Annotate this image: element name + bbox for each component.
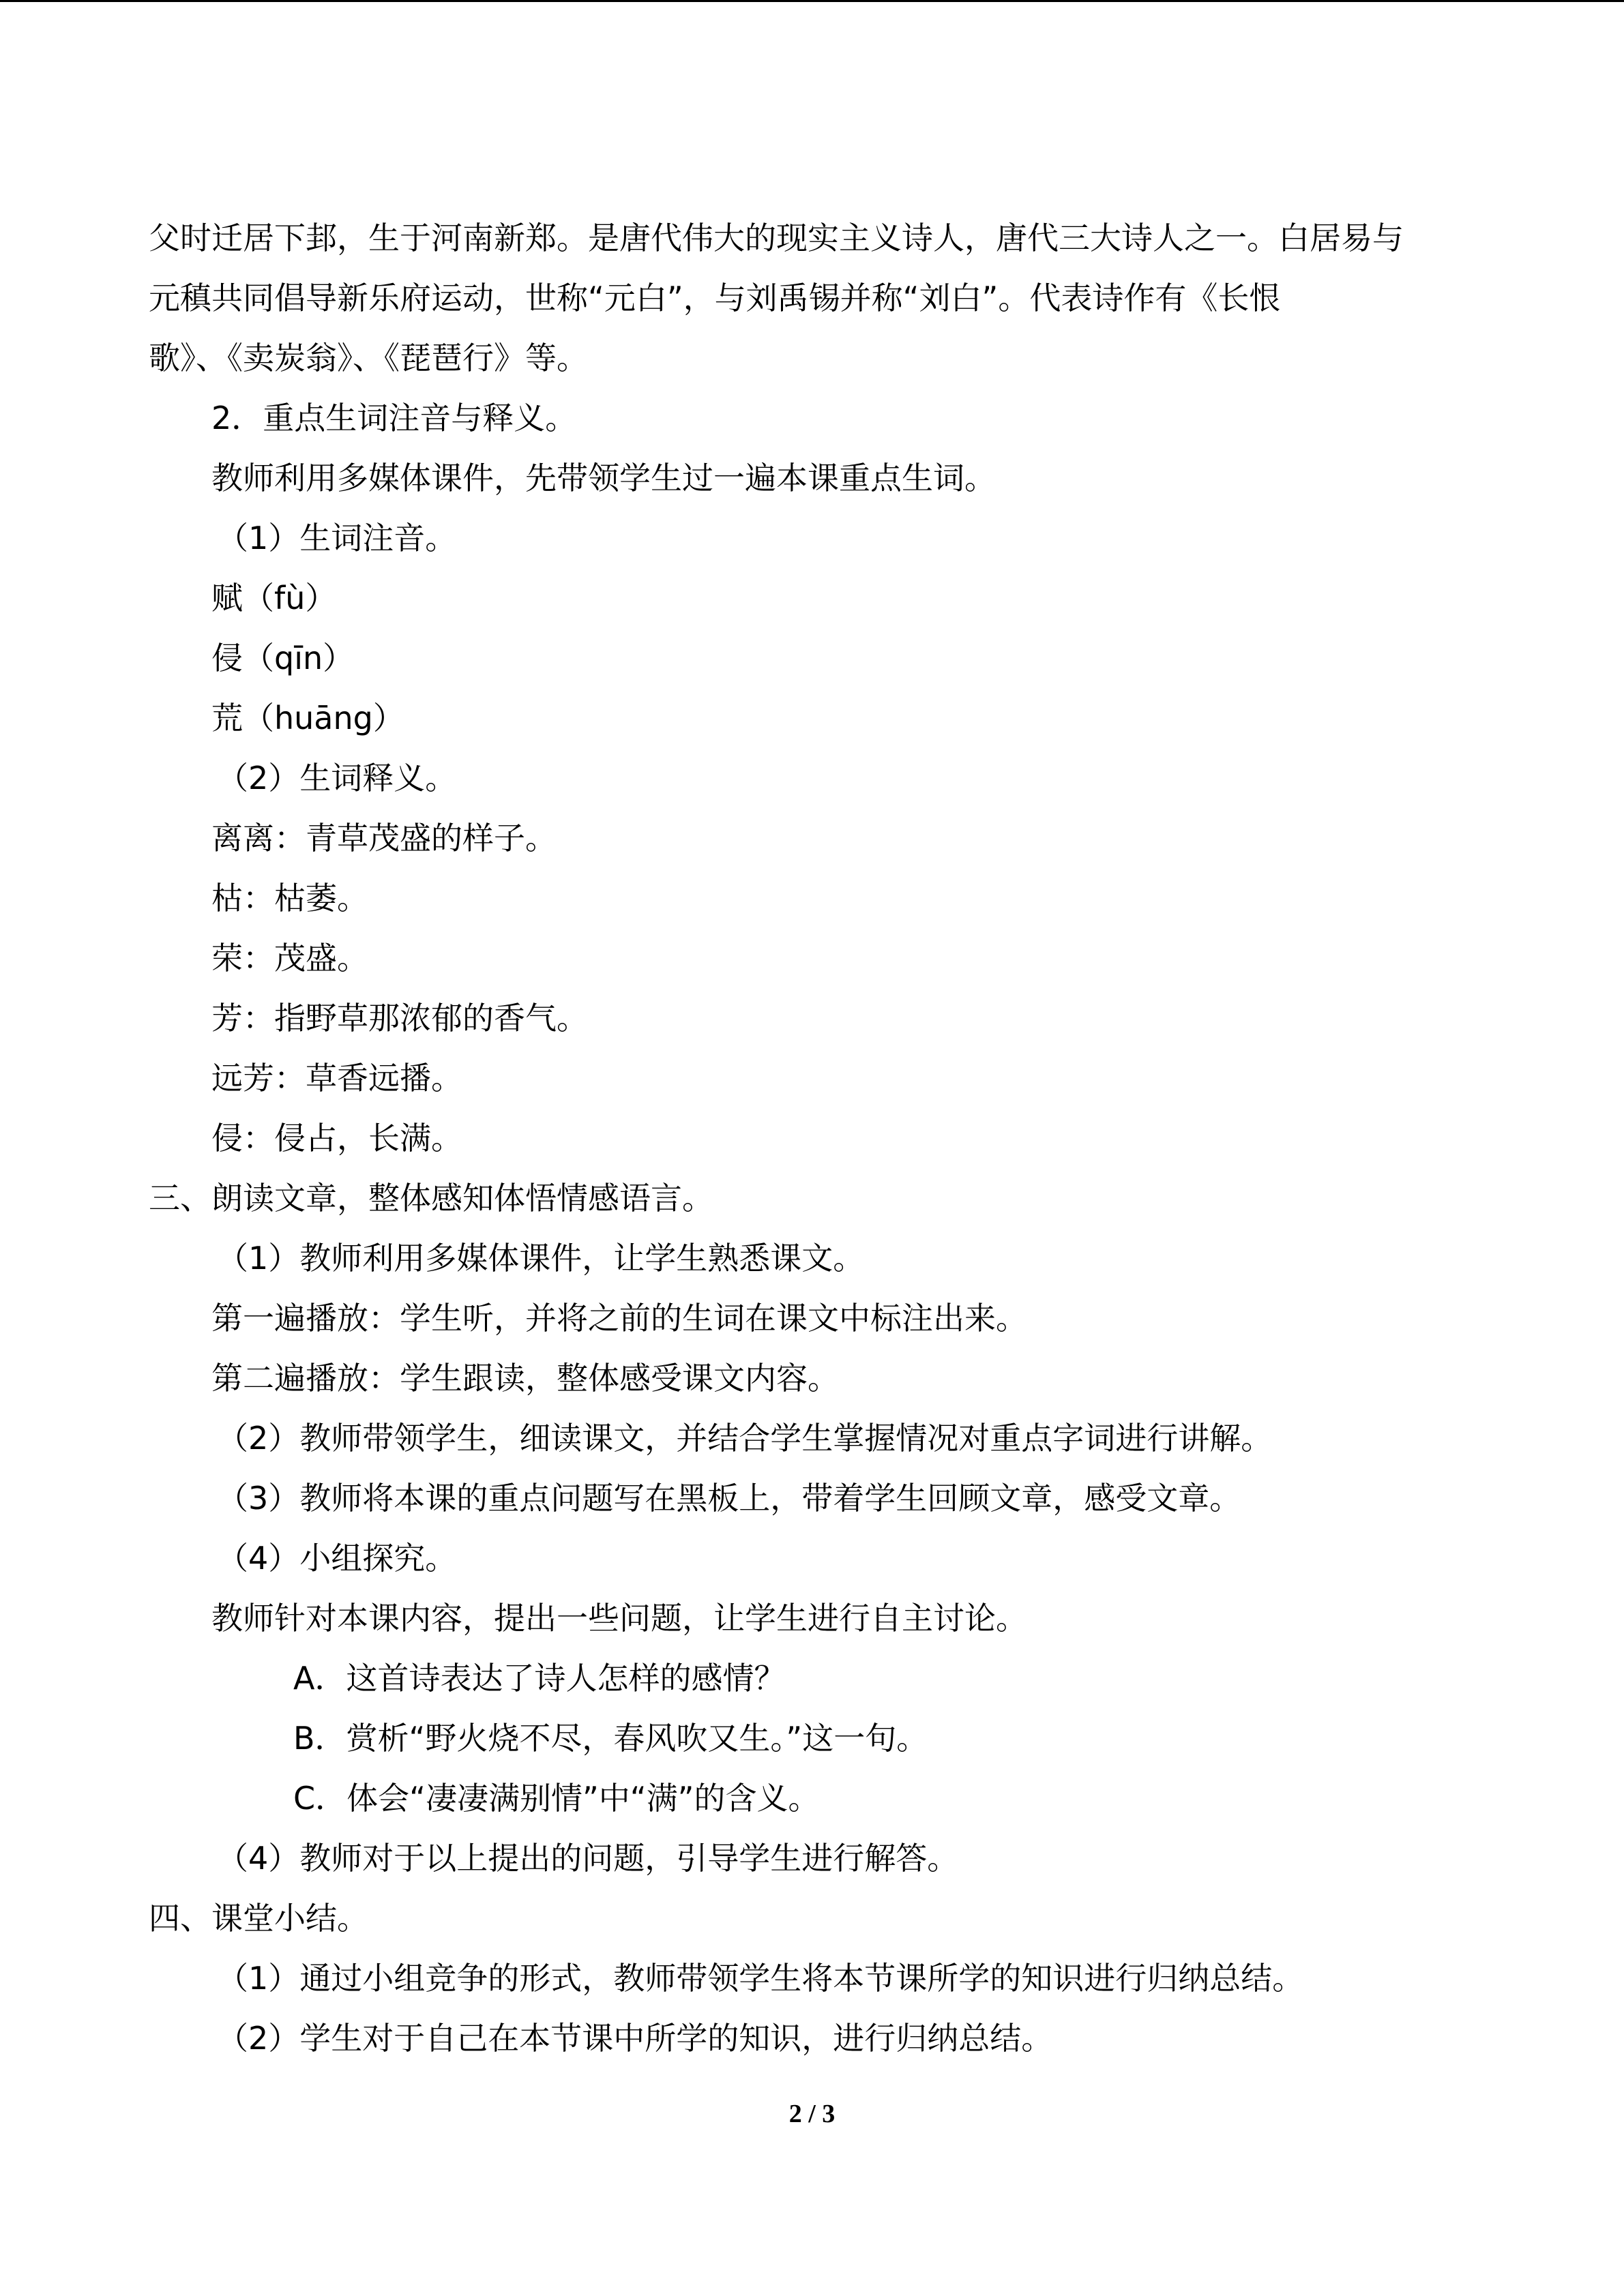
paragraph-line: 元稹共同倡导新乐府运动，世称“元白”，与刘禹锡并称“刘白”。代表诗作有《长恨 xyxy=(149,280,1281,316)
section-heading: 四、课堂小结。 xyxy=(149,1900,368,1937)
list-item: （2）学生对于自己在本节课中所学的知识，进行归纳总结。 xyxy=(217,2020,1053,2057)
vocab-pinyin: 荒（huāng） xyxy=(211,700,404,736)
vocab-definition: 侵：侵占，长满。 xyxy=(211,1120,462,1157)
list-item: （1）通过小组竞争的形式，教师带领学生将本节课所学的知识进行归纳总结。 xyxy=(217,1960,1304,1997)
vocab-definition: 远芳：草香远播。 xyxy=(211,1060,462,1097)
vocab-pinyin: 赋（fù） xyxy=(211,580,337,616)
list-item: （2）生词释义。 xyxy=(217,760,457,796)
subsection-heading: 2．重点生词注音与释义。 xyxy=(211,400,577,436)
vocab-definition: 荣：茂盛。 xyxy=(211,940,368,976)
vocab-definition: 枯：枯萎。 xyxy=(211,880,368,916)
vocab-definition: 芳：指野草那浓郁的香气。 xyxy=(211,1000,588,1037)
paragraph-line: 父时迁居下邽，生于河南新郑。是唐代伟大的现实主义诗人，唐代三大诗人之一。白居易与 xyxy=(149,220,1404,256)
paragraph-line: 第一遍播放：学生听，并将之前的生词在课文中标注出来。 xyxy=(211,1300,1027,1337)
page-number: 2 / 3 xyxy=(788,2100,836,2128)
question-item: B．赏析“野火烧不尽，春风吹又生。”这一句。 xyxy=(293,1720,928,1757)
question-item: A．这首诗表达了诗人怎样的感情？ xyxy=(293,1660,786,1697)
vocab-pinyin: 侵（qīn） xyxy=(211,640,355,676)
list-item: （1）生词注音。 xyxy=(217,520,457,556)
body-text xyxy=(149,208,1486,2068)
list-item: （3）教师将本课的重点问题写在黑板上，带着学生回顾文章，感受文章。 xyxy=(217,1480,1241,1517)
question-item: C．体会“凄凄满别情”中“满”的含义。 xyxy=(293,1780,820,1817)
paragraph-line: 歌》、《卖炭翁》、《琵琶行》等。 xyxy=(149,340,588,376)
paragraph-line: 第二遍播放：学生跟读，整体感受课文内容。 xyxy=(211,1360,839,1397)
list-item: （2）教师带领学生，细读课文，并结合学生掌握情况对重点字词进行讲解。 xyxy=(217,1420,1273,1457)
section-heading: 三、朗读文章，整体感知体悟情感语言。 xyxy=(149,1180,713,1217)
list-item: （4）教师对于以上提出的问题，引导学生进行解答。 xyxy=(217,1840,959,1877)
vocab-definition: 离离：青草茂盛的样子。 xyxy=(211,820,557,856)
paragraph-line: 教师针对本课内容，提出一些问题，让学生进行自主讨论。 xyxy=(211,1600,1027,1637)
list-item: （4）小组探究。 xyxy=(217,1540,457,1577)
paragraph-line: 教师利用多媒体课件，先带领学生过一遍本课重点生词。 xyxy=(211,460,996,496)
list-item: （1）教师利用多媒体课件，让学生熟悉课文。 xyxy=(217,1240,865,1277)
top-border xyxy=(0,0,1624,2)
